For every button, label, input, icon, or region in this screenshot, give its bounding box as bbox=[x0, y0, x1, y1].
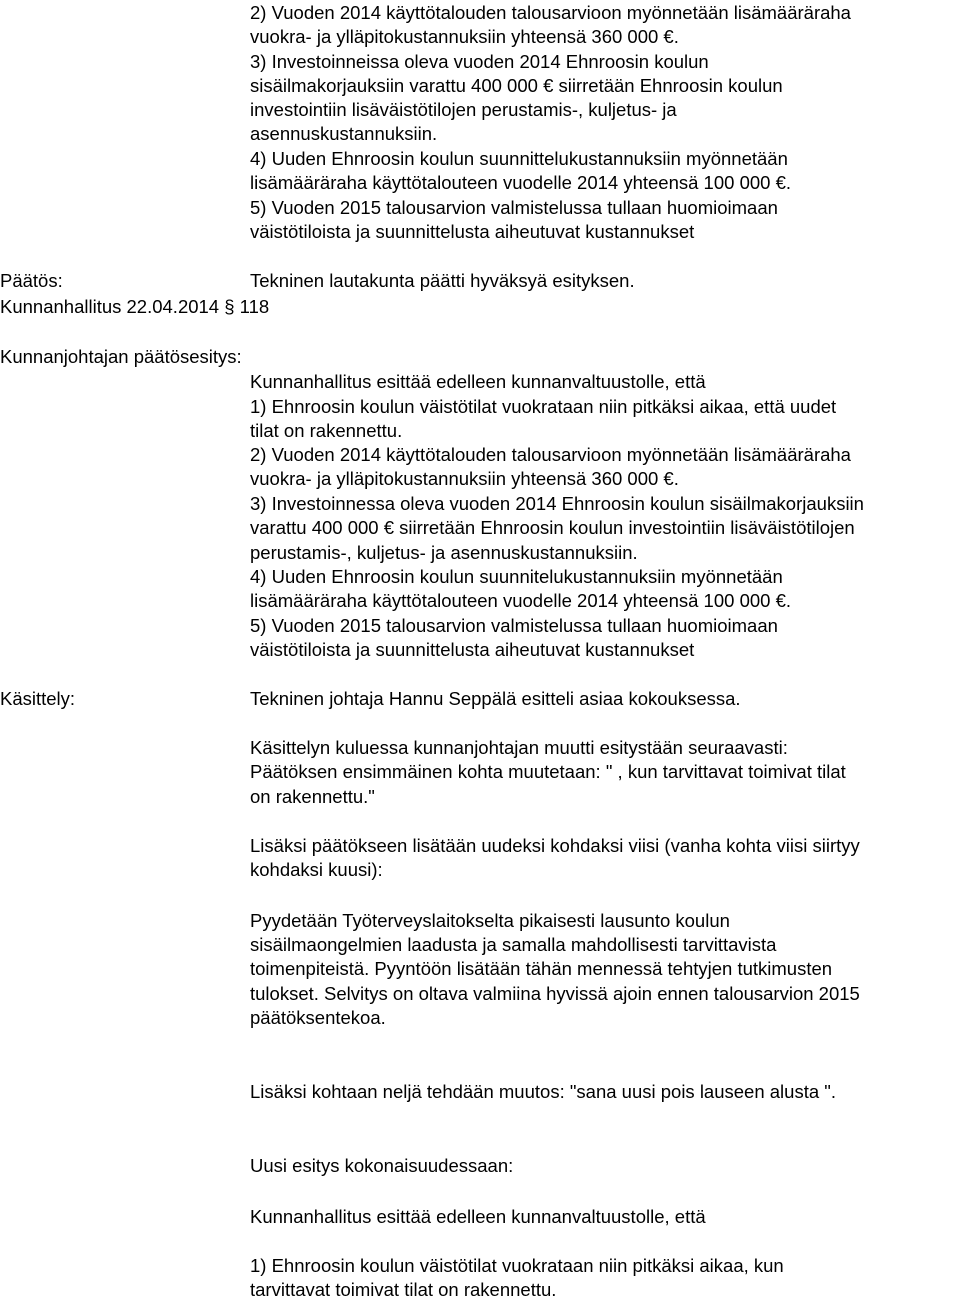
proposal-line-12: väistötiloista ja suunnittelusta aiheutuvat kustannukset bbox=[250, 639, 695, 660]
top-line-10: väistötiloista ja suunnittelusta aiheutuvat kustannukset bbox=[250, 221, 695, 242]
handling-line-5: Lisäksi päätökseen lisätään uudeksi kohdaksi viisi (vanha kohta viisi siirtyy bbox=[250, 835, 860, 856]
handling-line-11: päätöksentekoa. bbox=[250, 1007, 386, 1028]
proposal-line-11: 5) Vuoden 2015 talousarvion valmistelussa tullaan huomioimaan bbox=[250, 615, 778, 636]
proposal-line-4: 2) Vuoden 2014 käyttötalouden talousarvioon myönnetään lisämääräraha bbox=[250, 444, 851, 465]
top-line-5: investointiin lisäväistötilojen perustamis-, kuljetus- ja bbox=[250, 99, 677, 120]
proposal-line-10: lisämääräraha käyttötalouteen vuodelle 2014 yhteensä 100 000 €. bbox=[250, 590, 791, 611]
proposal-line-1: Kunnanhallitus esittää edelleen kunnanvaltuustolle, että bbox=[250, 371, 706, 392]
top-line-8: lisämääräraha käyttötalouteen vuodelle 2014 yhteensä 100 000 €. bbox=[250, 172, 791, 193]
proposal-line-6: 3) Investoinnessa oleva vuoden 2014 Ehnroosin koulun sisäilmakorjauksiin bbox=[250, 493, 864, 514]
proposal-label: Kunnanjohtajan päätösesitys: bbox=[0, 346, 242, 367]
decision-text: Tekninen lautakunta päätti hyväksyä esityksen. bbox=[250, 270, 635, 291]
handling-label: Käsittely: bbox=[0, 688, 76, 709]
handling-line-14: Kunnanhallitus esittää edelleen kunnanvaltuustolle, että bbox=[250, 1206, 706, 1227]
handling-line-15: 1) Ehnroosin koulun väistötilat vuokrataan niin pitkäksi aikaa, kun bbox=[250, 1255, 784, 1276]
decision-label: Päätös: bbox=[0, 270, 63, 291]
handling-line-7: Pyydetään Työterveyslaitokselta pikaisesti lausunto koulun bbox=[250, 910, 730, 931]
top-line-9: 5) Vuoden 2015 talousarvion valmistelussa tullaan huomioimaan bbox=[250, 197, 778, 218]
proposal-line-9: 4) Uuden Ehnroosin koulun suunnitelukustannuksiin myönnetään bbox=[250, 566, 783, 587]
proposal-line-7: varattu 400 000 € siirretään Ehnroosin koulun investointiin lisäväistötilojen bbox=[250, 517, 855, 538]
proposal-line-2: 1) Ehnroosin koulun väistötilat vuokrataan niin pitkäksi aikaa, että uudet bbox=[250, 396, 837, 417]
top-line-7: 4) Uuden Ehnroosin koulun suunnittelukustannuksiin myönnetään bbox=[250, 148, 788, 169]
handling-line-13: Uusi esitys kokonaisuudessaan: bbox=[250, 1155, 514, 1176]
handling-line-16: tarvittavat toimivat tilat on rakennettu. bbox=[250, 1279, 557, 1300]
handling-line-6: kohdaksi kuusi): bbox=[250, 859, 383, 880]
handling-line-10: tulokset. Selvitys on oltava valmiina hyvissä ajoin ennen talousarvion 2015 bbox=[250, 983, 860, 1004]
handling-line-1: Tekninen johtaja Hannu Seppälä esitteli asiaa kokouksessa. bbox=[250, 688, 741, 709]
top-line-2: vuokra- ja ylläpitokustannuksiin yhteensä 360 000 €. bbox=[250, 26, 679, 47]
proposal-line-5: vuokra- ja ylläpitokustannuksiin yhteensä 360 000 €. bbox=[250, 468, 679, 489]
top-line-1: 2) Vuoden 2014 käyttötalouden talousarvioon myönnetään lisämääräraha bbox=[250, 2, 851, 23]
handling-line-2: Käsittelyn kuluessa kunnanjohtajan muutti esitystään seuraavasti: bbox=[250, 737, 788, 758]
handling-line-8: sisäilmaongelmien laadusta ja samalla mahdollisesti tarvittavista bbox=[250, 934, 777, 955]
handling-line-12: Lisäksi kohtaan neljä tehdään muutos: "sana uusi pois lauseen alusta ". bbox=[250, 1081, 836, 1102]
top-line-4: sisäilmakorjauksiin varattu 400 000 € siirretään Ehnroosin koulun bbox=[250, 75, 783, 96]
proposal-line-3: tilat on rakennettu. bbox=[250, 420, 403, 441]
handling-line-4: on rakennettu." bbox=[250, 786, 375, 807]
handling-line-3: Päätöksen ensimmäinen kohta muutetaan: " , kun tarvittavat toimivat tilat bbox=[250, 761, 846, 782]
handling-line-9: toimenpiteistä. Pyyntöön lisätään tähän mennessä tehtyjen tutkimusten bbox=[250, 958, 833, 979]
council-header: Kunnanhallitus 22.04.2014 § 118 bbox=[0, 296, 270, 317]
top-line-6: asennuskustannuksiin. bbox=[250, 123, 438, 144]
top-line-3: 3) Investoinneissa oleva vuoden 2014 Ehnroosin koulun bbox=[250, 51, 709, 72]
proposal-line-8: perustamis-, kuljetus- ja asennuskustannuksiin. bbox=[250, 542, 638, 563]
